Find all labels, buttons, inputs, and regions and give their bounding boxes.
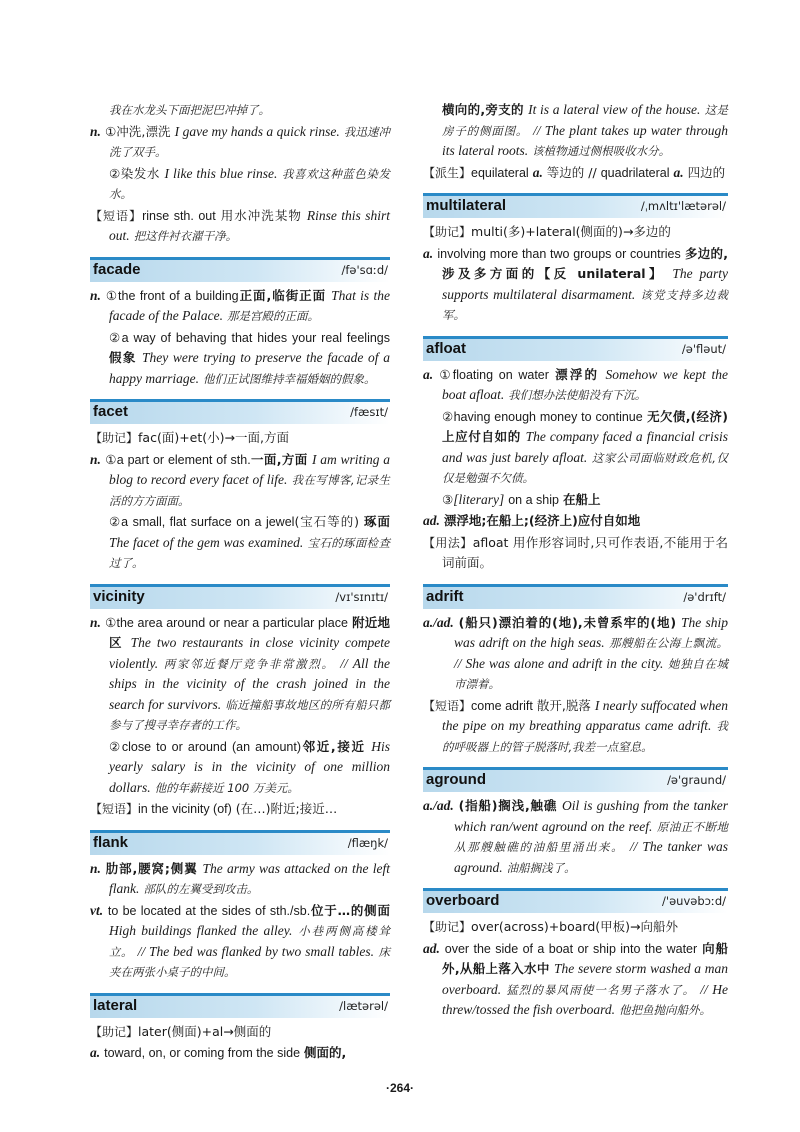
pronunciation: /ˌmʌltɪ'lætərəl/ <box>640 199 726 213</box>
pronunciation: /flæŋk/ <box>347 835 388 850</box>
sense-2: ②having enough money to continue 无欠债,(经济)上应付自如的 The company faced a financial crisis and was just barely afloat. 这家公司面临财政危机,仅仅是勉强不欠债。 <box>442 408 728 485</box>
sense-verb: vt. to be located at the sides of sth./sb.位于…的侧面 High buildings flanked the alley. 小巷两侧高楼耸立。 // The bed was flanked by two small tables. 床夹在两张小桌子的中间。 <box>90 902 391 979</box>
entry-headword-bar <box>423 193 728 218</box>
sense-noun: n. 肋部,腰窝;侧翼 The army was attacked on the left flank. 部队的左翼受到攻击。 <box>90 860 390 896</box>
sense-1: n. ①the front of a building正面,临街正面 That is the facade of the Palace. 那是宫殿的正面。 <box>90 287 390 323</box>
phrase-block: 【短语】rinse sth. out 用水冲洗某物 Rinse this shirt out. 把这件衬衣濯干净。 <box>90 207 390 243</box>
headword: facet <box>93 403 129 420</box>
derivatives: 【派生】equilateral a. 等边的 // quadrilateral a. 四边的 <box>423 164 726 180</box>
sense-1: n. ①a part or element of sth.一面,方面 I am writing a blog to record every facet of life. 我在写博客,记录生活的方方面面。 <box>90 451 390 508</box>
pronunciation: /'əuvəbɔːd/ <box>662 894 726 908</box>
headword: facade <box>93 260 141 278</box>
entry-headword-bar <box>90 257 390 282</box>
mnemonic: 【助记】fac(面)+et(小)→一面,方面 <box>90 430 289 445</box>
entry-rinse-continued <box>90 100 390 247</box>
mnemonic: 【助记】later(侧面)+al→侧面的 <box>90 1023 272 1039</box>
entry-overboard <box>423 888 728 1021</box>
sense-noun: n. ①冲洗,漂洗 I gave my hands a quick rinse. 我迅速冲洗了双手。 <box>90 123 390 159</box>
pronunciation: /ə'drɪft/ <box>683 589 726 604</box>
headword: aground <box>426 771 486 788</box>
sense-adj-adv: a./ad. (船只)漂泊着的(地),未曾系牢的(地) The ship was adrift on the high seas. 那艘船在公海上飘流。 // She was alone and adrift in the city. 她独自在城市漂着。 <box>423 614 729 691</box>
headword: adrift <box>426 587 464 605</box>
example-translation: 我在水龙头下面把泥巴冲掉了。 <box>109 103 270 117</box>
sense-adjective: a. involving more than two groups or countries 多边的,涉及多方面的【反 unilateral】 The party supports multilateral disarmament. 该党支持多边裁军。 <box>423 245 728 322</box>
entry-facet <box>90 399 390 574</box>
sense-2: ②染发水 I like this blue rinse. 我喜欢这种蓝色染发水。 <box>109 165 390 201</box>
pronunciation: /ə'fləut/ <box>681 341 726 356</box>
entry-flank <box>90 830 390 983</box>
sense-adjective-cont: 横向的,旁支的 It is a lateral view of the house. 这是房子的侧面图。 // The plant takes up water through its lateral roots. 该植物通过侧根吸收水分。 <box>442 102 728 158</box>
lateral-cn-wrap: 侧面的, <box>304 1045 347 1060</box>
right-column <box>423 100 728 1022</box>
sense-adj-adv: a./ad. (指船)搁浅,触礁 Oil is gushing from the tanker which ran/went aground on the reef. 原油正不断地从那艘触礁的油船里涌出来。 // The tanker was aground. 油船搁浅了。 <box>423 798 729 875</box>
phrase-block: 【短语】come adrift 散开,脱落 I nearly suffocated when the pipe on my breathing apparatus came adrift. 我的呼吸器上的管子脱落时,我差一点窒息。 <box>423 697 728 754</box>
sense-adverb: ad. 漂浮地;在船上;(经济上)应付自如地 <box>423 513 641 528</box>
entry-headword-bar <box>90 993 390 1018</box>
pronunciation: /fæsɪt/ <box>350 405 388 419</box>
entry-headword-bar <box>423 767 728 792</box>
phrase-block: 【短语】in the vicinity (of) (在…)附近;接近… <box>90 801 338 816</box>
entry-lateral <box>90 993 390 1064</box>
entry-facade <box>90 257 390 390</box>
headword: vicinity <box>93 587 145 605</box>
mnemonic: 【助记】over(across)+board(甲板)→向船外 <box>423 919 679 934</box>
entry-aground <box>423 767 728 878</box>
entry-afloat <box>423 336 728 574</box>
headword: flank <box>93 833 129 851</box>
sense-1: a. ①floating on water 漂浮的 Somehow we kept the boat afloat. 我们想办法使船没有下沉。 <box>423 366 728 402</box>
entry-headword-bar <box>90 399 390 424</box>
mnemonic: 【助记】multi(多)+lateral(侧面的)→多边的 <box>423 224 671 239</box>
sense-adjective-start: a. toward, on, or coming from the side 侧面的, <box>90 1045 347 1060</box>
headword: afloat <box>426 339 467 357</box>
entry-headword-bar <box>423 336 728 361</box>
pronunciation: /fə'sɑːd/ <box>341 262 388 277</box>
sense-3: ③[literary] on a ship 在船上 <box>442 491 601 507</box>
sense-adverb: ad. over the side of a boat or ship into the water 向船外,从船上落入水中 The severe storm washed a man overboard. 猛烈的暴风雨使一名男子落水了。 // He threw/tossed the fish overboard. 他把鱼抛向船外。 <box>423 940 729 1017</box>
entry-headword-bar <box>423 584 728 609</box>
entry-lateral-continued <box>423 100 728 183</box>
headword: multilateral <box>426 197 507 214</box>
entry-multilateral <box>423 193 728 326</box>
sense-2: ②close to or around (an amount)邻近,接近 His yearly salary is in the vicinity of one million dollars. 他的年薪接近 100 万美元。 <box>109 738 390 795</box>
pronunciation: /lætərəl/ <box>339 998 388 1013</box>
entry-vicinity <box>90 584 390 820</box>
entry-adrift <box>423 584 728 758</box>
sense-1: n. ①the area around or near a particular place 附近地区 The two restaurants in close vicinity compete violently. 两家邻近餐厅竞争非常激烈。 // All the ships in the vicinity of the crash joined in the search for survivors. 临近撞船事故地区的所有船只都参与了搜寻幸存者的工作。 <box>90 614 390 732</box>
sense-2: ②a small, flat surface on a jewel(宝石等的) 琢面 The facet of the gem was examined. 宝石的琢面检查过了。 <box>109 514 390 570</box>
left-column <box>90 100 390 1065</box>
pronunciation: /vɪ'sɪnɪtɪ/ <box>335 589 388 604</box>
entry-headword-bar <box>90 830 390 855</box>
headword: overboard <box>426 892 500 909</box>
page-number: ·264· <box>385 1081 414 1095</box>
entry-headword-bar <box>90 584 390 609</box>
usage-note: 【用法】afloat 用作形容词时,只可作表语,不能用于名词前面。 <box>423 534 728 570</box>
sense-2: ②a way of behaving that hides your real feelings 假象 They were trying to preserve the facade of a happy marriage. 他们正试图维持幸福婚姻的假象。 <box>109 330 390 386</box>
headword: lateral <box>93 996 138 1014</box>
pronunciation: /ə'graund/ <box>667 773 726 787</box>
entry-headword-bar <box>423 888 728 913</box>
